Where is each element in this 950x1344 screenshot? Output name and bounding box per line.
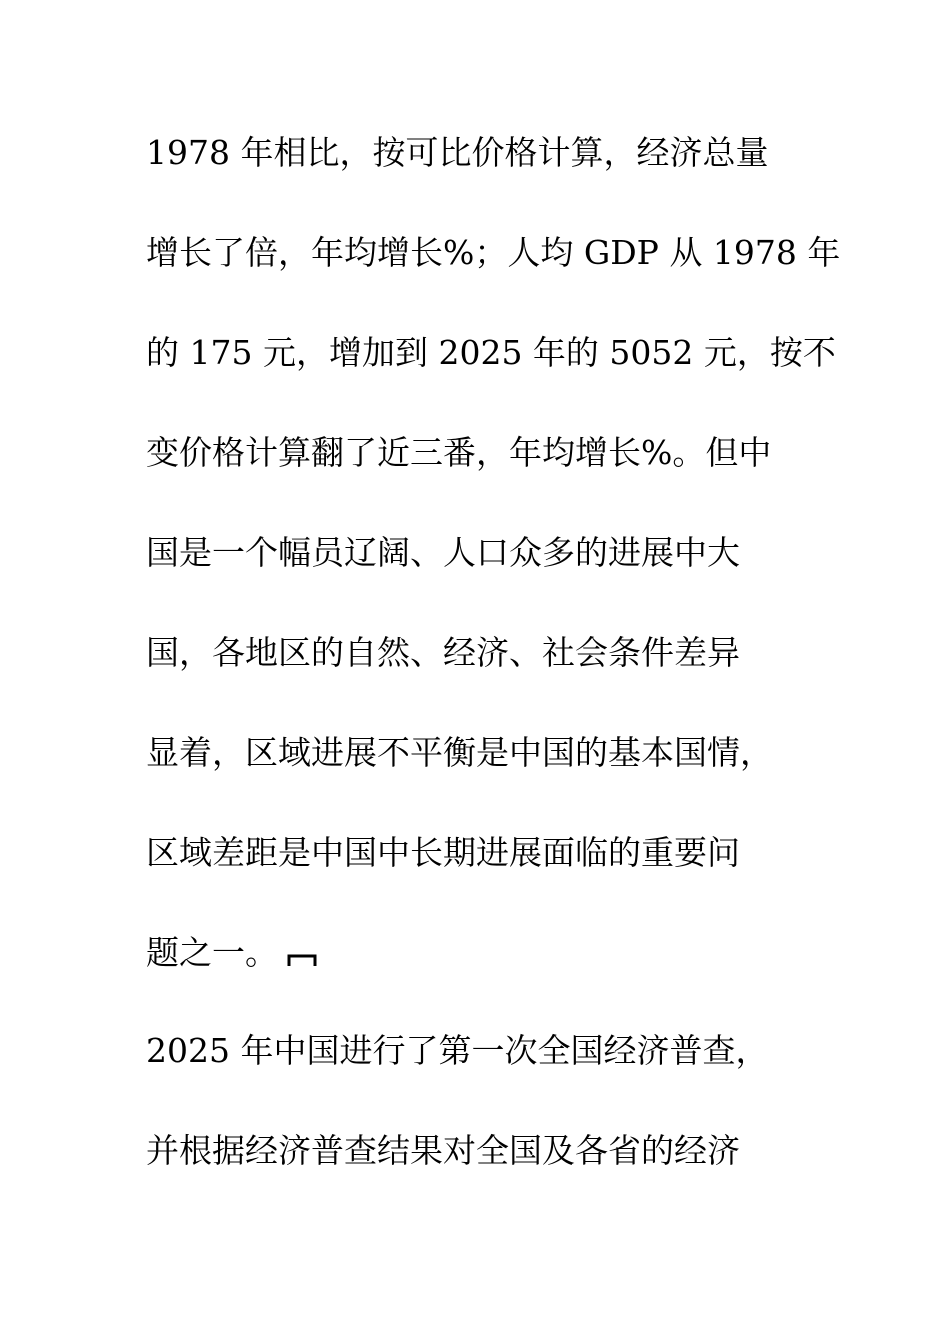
paragraph-line: 国，各地区的自然、经济、社会条件差异 bbox=[146, 633, 740, 672]
paragraph-line: 1978 年相比，按可比价格计算，经济总量 bbox=[146, 133, 769, 172]
paragraph-line: 2025 年中国进行了第一次全国经济普查， bbox=[146, 1031, 769, 1070]
paragraph-line: 显着，区域进展不平衡是中国的基本国情， bbox=[146, 733, 773, 772]
paragraph-line: 增长了倍，年均增长%；人均 GDP 从 1978 年 bbox=[146, 233, 841, 272]
paragraph-line: 变价格计算翻了近三番，年均增长%。但中 bbox=[146, 433, 772, 472]
paragraph-line: 的 175 元，增加到 2025 年的 5052 元，按不 bbox=[146, 333, 836, 372]
paragraph-line: 区域差距是中国中长期进展面临的重要问 bbox=[146, 833, 740, 872]
placeholder-bracket-icon bbox=[287, 953, 317, 967]
paragraph-line: 并根据经济普查结果对全国及各省的经济 bbox=[146, 1131, 740, 1170]
paragraph-line: 国是一个幅员辽阔、人口众多的进展中大 bbox=[146, 533, 740, 572]
paragraph-line: 题之一。 bbox=[146, 933, 278, 972]
